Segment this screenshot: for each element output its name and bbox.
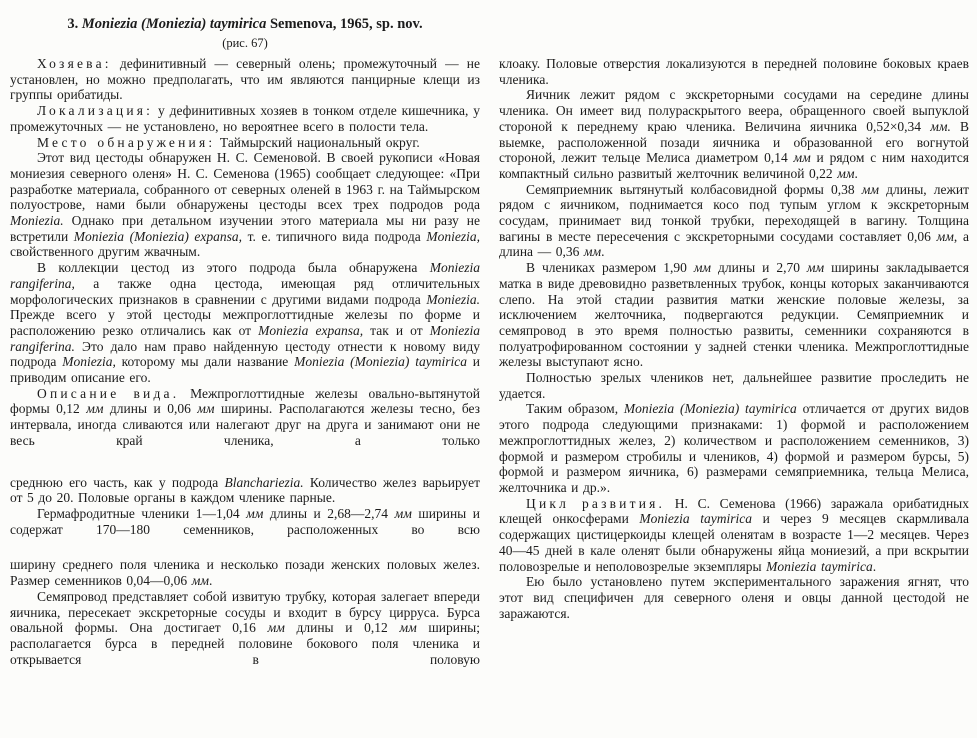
right-column-text bbox=[499, 56, 969, 621]
paragraph bbox=[10, 386, 480, 449]
text-run: отличается от других видов этого подрода следующими признаками: 1) формой и расположением межпроглоттидных желез, 2) количеством и расположением семенников, 3) формой и размером стробилы и члеников, 4) формой и размером бурсы, 5) формой и размером яичника, 6) размерами семяприемника, тельца Мелиса, желточника и др.». bbox=[499, 401, 970, 495]
text-run: Семяприемник вытянутый колбасовидной формы 0,38 bbox=[526, 181, 862, 197]
text-run: Прежде всего у этой цестоды межпроглоттидные железы по форме и расположению резко отличались как от bbox=[10, 307, 480, 338]
text-run: мм bbox=[583, 244, 602, 260]
text-run: Полностью зрелых члеников нет, дальнейшее развитие проследить не удается. bbox=[499, 370, 969, 401]
text-run: . bbox=[209, 573, 213, 589]
section-keyword: Место обнаружения: bbox=[37, 134, 216, 150]
text-run: так и от bbox=[363, 322, 430, 338]
text-run: которому мы дали название bbox=[115, 354, 295, 370]
text-run: Moniezia. bbox=[426, 291, 480, 307]
text-run: . bbox=[854, 165, 858, 181]
text-run: Moniezia, bbox=[62, 354, 116, 370]
text-run: и приводим описание его. bbox=[10, 354, 480, 386]
text-run: мм bbox=[693, 260, 712, 276]
right-page-column bbox=[499, 8, 969, 667]
text-run: ширины. Располагаются железы тесно, без интервала, иногда сливаются или налегают друг на друга и занимают они не весь край членика, а только bbox=[10, 401, 481, 448]
text-run: длины и 2,68—2,74 bbox=[263, 505, 395, 521]
section-keyword: Хозяева: bbox=[37, 56, 112, 71]
text-run: Семяпровод представляет собой извитую трубку, которая залегает впереди яичника, пересекает экскреторные сосуды и входит в бурсу цирруса. Бурса овальной формы. Она достигает 0,16 bbox=[10, 588, 480, 636]
text-run: ширины; располагается бурса в передней половине бокового поля членика и открывается в половую bbox=[10, 620, 481, 667]
text-run: Moniezia taymirica bbox=[766, 558, 873, 574]
paragraph bbox=[10, 150, 480, 260]
text-run: ширину среднего поля членика и несколько позади женских половых желез. Размер семенников 0,04—0,06 bbox=[10, 557, 480, 589]
column-top-spacer bbox=[499, 8, 969, 56]
text-run: мм bbox=[861, 181, 879, 197]
text-run: . bbox=[601, 244, 605, 260]
paragraph bbox=[10, 506, 480, 537]
text-run: длины и 0,06 bbox=[103, 401, 198, 417]
text-run: Ею было установлено путем экспериментального заражения ягнят, что этот вид специфичен для северного оленя и овцы данной цестодой не заражаются. bbox=[499, 574, 969, 621]
paragraph bbox=[499, 56, 969, 87]
text-run: 3. bbox=[67, 16, 82, 32]
paragraph bbox=[10, 135, 480, 151]
text-run: Moniezia (Moniezia) expansa, bbox=[73, 228, 243, 244]
text-run: Moniezia expansa, bbox=[258, 322, 364, 338]
paragraph bbox=[10, 56, 480, 103]
figure-reference: (рис. 67) bbox=[222, 36, 268, 50]
text-run: свойственного другим жвачным. bbox=[10, 244, 201, 260]
text-run: Таким образом, bbox=[526, 401, 624, 417]
text-run: Blanchariezia. bbox=[224, 474, 304, 490]
left-page-column bbox=[10, 8, 480, 667]
article-title bbox=[10, 16, 480, 33]
paragraph bbox=[499, 574, 969, 621]
text-run: и через 9 месяцев скармливала содержащих цистицеркоиды клещей оленятам в возрасте 1—2 месяцев. Через 40—45 дней в кале оленят были обнаружены яйца мониезий, а при вскрытии половозрелые и неполовозрелые экземпляры bbox=[499, 511, 970, 574]
text-run: и рядом с ним находится компактный сильно развитый желточник величиной 0,22 bbox=[499, 150, 969, 181]
text-run: т. е. типичного вида подрода bbox=[242, 228, 427, 244]
text-run: Moniezia rangiferina, bbox=[10, 260, 480, 291]
text-run: у дефинитивных хозяев в тонком отделе кишечника, у промежуточных — не установлено, но вероятнее всего в полости тела. bbox=[10, 103, 480, 134]
paragraph bbox=[499, 182, 969, 261]
text-run: Moniezia rangiferina. bbox=[10, 322, 480, 354]
text-run: мм bbox=[793, 150, 811, 166]
text-run: Гермафродитные членики 1—1,04 bbox=[37, 505, 247, 521]
text-run: В коллекции цестод из этого подрода была обнаружена bbox=[37, 260, 430, 276]
paragraph bbox=[499, 87, 969, 181]
text-run: Межпроглоттидные железы овально-вытянутой формы 0,12 bbox=[10, 385, 481, 417]
text-run: клоаку. Половые отверстия локализуются в передней половине боковых краев членика. bbox=[499, 56, 969, 87]
text-run: среднюю его часть, как у подрода bbox=[10, 474, 225, 490]
text-run: мм bbox=[86, 401, 104, 417]
text-run: мм bbox=[936, 228, 954, 244]
paragraph bbox=[10, 103, 480, 134]
text-run: мм bbox=[267, 620, 285, 636]
text-run: мм bbox=[837, 165, 855, 181]
paragraph bbox=[499, 260, 969, 370]
text-run: Яичник лежит рядом с экскреторными сосудами на середине длины членика. Он имеет вид полураскрытого веера, обращенного своей выпуклой стороной к переднему краю членика. Величина яичника 0,52×0,34 bbox=[499, 87, 969, 134]
text-run: . bbox=[872, 558, 877, 574]
text-run: Таймырский национальный округ. bbox=[215, 134, 420, 150]
text-run: мм bbox=[394, 505, 412, 521]
text-run: Moniezia (Moniezia) taymirica bbox=[81, 16, 267, 32]
text-run: мм bbox=[399, 620, 417, 636]
text-run: мм bbox=[246, 505, 264, 521]
text-run: Moniezia (Moniezia) taymirica bbox=[294, 354, 467, 370]
text-run: длины и 0,12 bbox=[284, 620, 400, 636]
text-run: Н. С. Семенова (1966) заражала орибатидных клещей онкосферами bbox=[499, 495, 969, 527]
section-keyword: Цикл развития. bbox=[526, 495, 666, 511]
paragraph bbox=[499, 496, 969, 575]
text-run: Semenova, 1965, sp. nov. bbox=[266, 16, 423, 32]
text-run: Moniezia. bbox=[10, 213, 64, 229]
text-run: мм bbox=[806, 260, 825, 276]
paragraph bbox=[10, 557, 480, 588]
paragraph bbox=[499, 401, 969, 495]
section-keyword: Описание вида. bbox=[37, 385, 180, 401]
text-run: ширины и содержат 170—180 семенников, расположенных во всю bbox=[10, 505, 481, 537]
text-run: В члениках размером 1,90 bbox=[526, 260, 694, 276]
text-run: Это дало нам право найденную цестоду отнести к новому виду подрода bbox=[10, 338, 480, 370]
paragraph bbox=[499, 370, 969, 401]
text-run: Однако при детальном изучении этого материала мы ни разу не встретили bbox=[10, 213, 480, 244]
text-run: Moniezia taymirica bbox=[639, 511, 752, 527]
text-run: а также одна цестода, имеющая ряд отличительных морфологических признаков в сравнении с другими видами подрода bbox=[10, 275, 480, 307]
text-run: мм. bbox=[930, 118, 951, 134]
text-run: длины, лежит рядом с яичником, поднимается косо под тупым углом к экскреторным сосудам, принимает вид тонкой трубки, переходящей в вагину. Толщина вагины в месте пересечения с экскреторными сосудами составляет 0,06 bbox=[499, 181, 969, 244]
two-column-layout bbox=[10, 8, 969, 667]
text-run: Количество желез варьирует от 5 до 20. Половые органы в каждом членике парные. bbox=[10, 474, 481, 506]
paragraph bbox=[10, 589, 480, 668]
text-run: Moniezia, bbox=[426, 228, 480, 244]
text-run: В выемке, расположенной позади яичника и образованной его вогнутой стороной, лежит тельце Мелиса диаметром 0,14 bbox=[499, 118, 969, 166]
text-run: дефинитивный — северный олень; промежуточный — не установлен, но можно предполагать, что им являются панцирные клещи из группы орибатиды. bbox=[10, 56, 480, 103]
text-run: длины и 2,70 bbox=[711, 260, 807, 276]
section-keyword: Локализация: bbox=[37, 103, 154, 119]
article-heading-block bbox=[10, 8, 480, 56]
paragraph bbox=[10, 260, 480, 386]
paragraph bbox=[10, 475, 480, 506]
text-run: мм bbox=[197, 401, 215, 417]
text-run: Moniezia (Moniezia) taymirica bbox=[623, 401, 797, 417]
text-run: мм bbox=[191, 573, 209, 589]
left-column-text bbox=[10, 56, 480, 667]
text-run: ширины закладывается матка в виде древовидно разветвленных трубок, концы которых заканчиваются слепо. На этой стадии развития матки женские половые железы, за исключением желточника, подвергаются редукции. Семяприемник и семяпровод в это время полностью развиты, семенники сохраняются в полуатрофированном состоянии у задней стенки членика. Межпроглоттидные железы выступают ясно. bbox=[499, 260, 969, 370]
text-run: , а длина — 0,36 bbox=[499, 228, 969, 260]
text-run: Этот вид цестоды обнаружен Н. С. Семеновой. В своей рукописи «Новая мониезия северного оленя» Н. С. Семенова (1965) сообщает следующее: «При разработке материала, собранного от северных оленей в 1963 г. на Таймырском полуострове, нами были обнаружены цестоды всех трех подродов рода bbox=[10, 150, 480, 213]
